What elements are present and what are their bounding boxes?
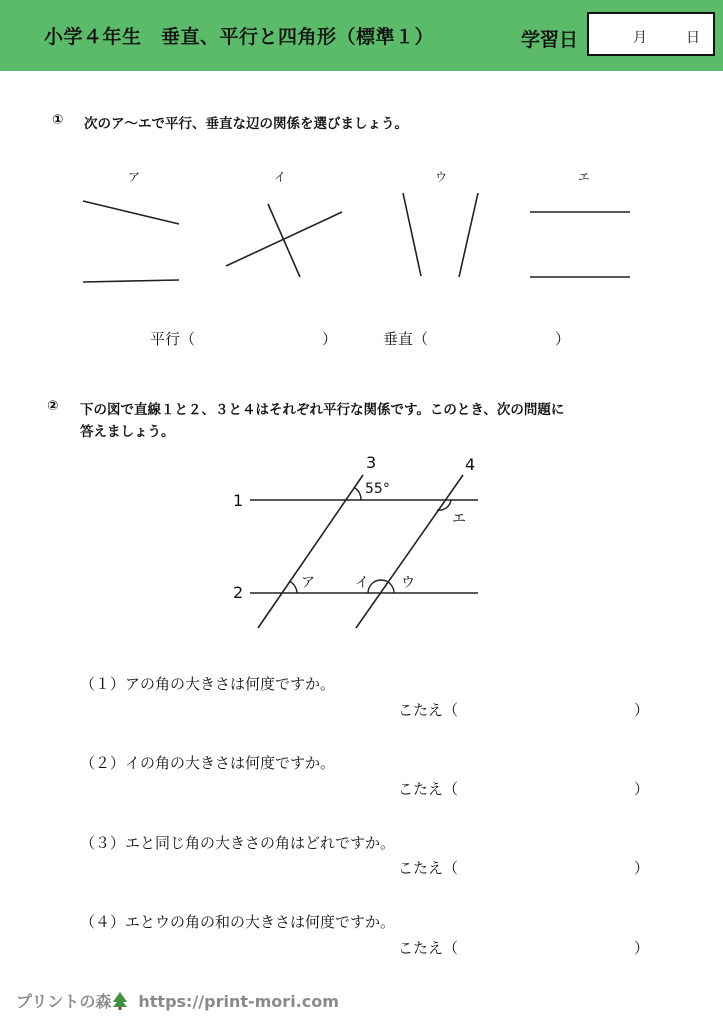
site-url[interactable]: https://print-mori.com: [138, 992, 339, 1011]
parallel-answer-close: ）: [322, 330, 338, 348]
q1-label-i: イ: [274, 170, 287, 184]
day-unit: 日: [686, 30, 700, 46]
subq-2-text: （２）イの角の大きさは何度ですか。: [80, 754, 336, 772]
angle-label-u: ウ: [401, 575, 415, 591]
perpendicular-answer-close: ）: [555, 330, 571, 348]
tree-icon: [112, 992, 128, 1010]
q1-a-line-bottom: [83, 280, 179, 282]
q1-a-line-top: [83, 201, 179, 224]
q2-line-4: [356, 475, 463, 628]
subq-3-text: （３）エと同じ角の大きさの角はどれですか。: [80, 834, 396, 852]
line-label-4: 4: [465, 455, 476, 474]
subq-1-answer-label: こたえ（: [398, 701, 459, 719]
page-title: 小学４年生 垂直、平行と四角形（標準１）: [44, 26, 435, 48]
subq-4-answer-close: ）: [634, 939, 650, 957]
brand-name: プリントの森: [16, 992, 112, 1011]
angle-label-e: エ: [452, 511, 466, 527]
month-unit: 月: [633, 30, 647, 46]
angle-arc-a: [289, 581, 297, 593]
perpendicular-answer-label: 垂直（: [383, 330, 429, 348]
q1-number: ①: [52, 112, 64, 128]
angle-label-a: ア: [301, 575, 315, 591]
line-label-2: 2: [233, 583, 244, 602]
subq-4-text: （４）エとウの角の和の大きさは何度ですか。: [80, 913, 396, 931]
q1-i-line-1: [268, 204, 300, 277]
q1-text: 次のア～エで平行、垂直な辺の関係を選びましょう。: [84, 116, 408, 132]
subq-2-answer-label: こたえ（: [398, 780, 459, 798]
date-label: 学習日: [521, 29, 579, 51]
q1-u-line-left: [403, 193, 421, 276]
q2-number: ②: [47, 398, 59, 414]
parallel-answer-label: 平行（: [150, 330, 196, 348]
subq-2-answer-close: ）: [634, 780, 650, 798]
q1-label-u: ウ: [435, 170, 448, 184]
line-label-1: 1: [233, 491, 244, 510]
line-label-3: 3: [366, 453, 377, 472]
angle-55-label: 55°: [365, 481, 390, 497]
subq-1-text: （１）アの角の大きさは何度ですか。: [80, 675, 336, 693]
subq-1-answer-close: ）: [634, 701, 650, 719]
q1-label-a: ア: [128, 170, 141, 184]
angle-label-i: イ: [355, 575, 369, 591]
q2-line-3: [258, 475, 363, 628]
subq-3-answer-label: こたえ（: [398, 859, 459, 877]
subq-3-answer-close: ）: [634, 859, 650, 877]
subq-4-answer-label: こたえ（: [398, 939, 459, 957]
q1-i-line-2: [226, 212, 342, 266]
footer: [16, 989, 339, 1012]
q1-label-e: エ: [578, 170, 591, 184]
q2-text-line1: 下の図で直線１と２、３と４はそれぞれ平行な関係です。このとき、次の問題に: [80, 402, 565, 418]
q1-u-line-right: [459, 193, 478, 277]
q2-text-line2: 答えましょう。: [80, 424, 175, 440]
angle-arc-55: [355, 488, 361, 500]
